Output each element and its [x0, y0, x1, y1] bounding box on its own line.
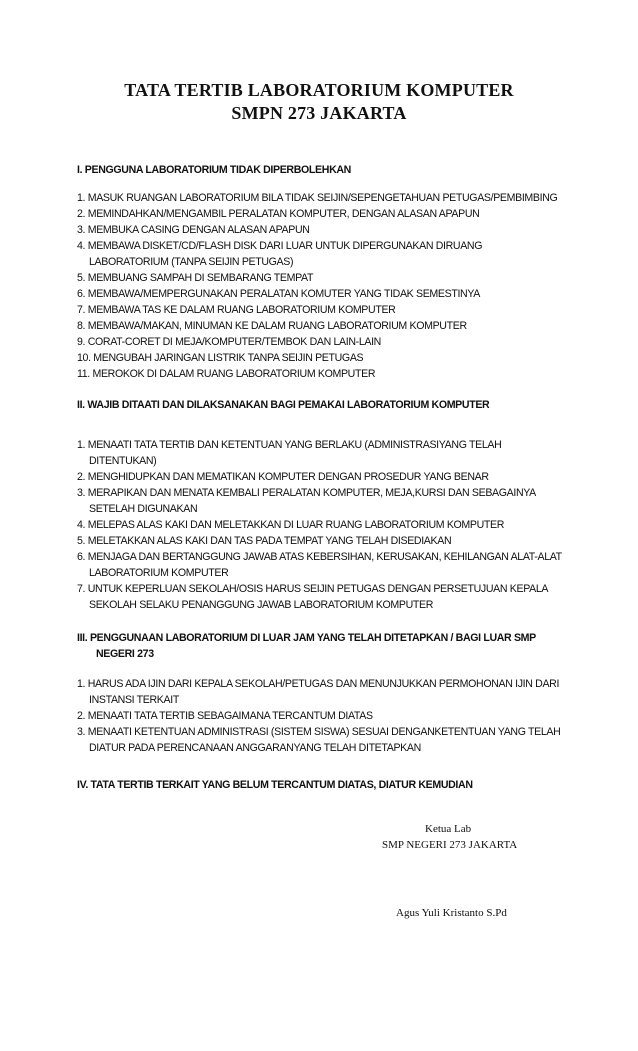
list-item: 6. MENJAGA DAN BERTANGGUNG JAWAB ATAS KEBERSIHAN, KERUSAKAN, KEHILANGAN ALAT-ALAT [77, 551, 562, 563]
list-item: 9. CORAT-CORET DI MEJA/KOMPUTER/TEMBOK DAN LAIN-LAIN [77, 336, 381, 348]
list-item: 7. UNTUK KEPERLUAN SEKOLAH/OSIS HARUS SEIJIN PETUGAS DENGAN PERSETUJUAN KEPALA [77, 583, 549, 595]
signature-role: Ketua Lab [425, 823, 472, 835]
list-item: 1. HARUS ADA IJIN DARI KEPALA SEKOLAH/PETUGAS DAN MENUNJUKKAN PERMOHONAN IJIN DARI [77, 678, 560, 690]
list-item: 3. MERAPIKAN DAN MENATA KEMBALI PERALATAN KOMPUTER, MEJA,KURSI DAN SEBAGAINYA [77, 487, 536, 499]
document-title-line2: SMPN 273 JAKARTA [231, 103, 407, 123]
list-item: 5. MEMBUANG SAMPAH DI SEMBARANG TEMPAT [77, 272, 314, 284]
section2-list [77, 437, 562, 613]
section3-heading-line1: III. PENGGUNAAN LABORATORIUM DI LUAR JAM YANG TELAH DITETAPKAN / BAGI LUAR SMP [77, 632, 536, 644]
list-item: 2. MEMINDAHKAN/MENGAMBIL PERALATAN KOMPUTER, DENGAN ALASAN APAPUN [77, 208, 480, 220]
list-item: 1. MASUK RUANGAN LABORATORIUM BILA TIDAK SEIJIN/SEPENGETAHUAN PETUGAS/PEMBIMBING [77, 192, 558, 204]
document-title-line1: TATA TERTIB LABORATORIUM KOMPUTER [124, 80, 514, 100]
section2-heading: II. WAJIB DITAATI DAN DILAKSANAKAN BAGI PEMAKAI LABORATORIUM KOMPUTER [77, 399, 490, 411]
list-item: 2. MENGHIDUPKAN DAN MEMATIKAN KOMPUTER DENGAN PROSEDUR YANG BENAR [77, 471, 489, 483]
list-item: 7. MEMBAWA TAS KE DALAM RUANG LABORATORIUM KOMPUTER [77, 304, 396, 316]
list-item: 3. MENAATI KETENTUAN ADMINISTRASI (SISTEM SISWA) SESUAI DENGANKETENTUAN YANG TELAH [77, 726, 561, 738]
list-item-continuation: DITENTUKAN) [89, 455, 157, 467]
section1-list [77, 190, 557, 382]
list-item: 11. MEROKOK DI DALAM RUANG LABORATORIUM KOMPUTER [77, 368, 376, 380]
list-item-continuation: INSTANSI TERKAIT [89, 694, 179, 706]
list-item: 2. MENAATI TATA TERTIB SEBAGAIMANA TERCANTUM DIATAS [77, 710, 373, 722]
list-item-continuation: LABORATORIUM KOMPUTER [89, 567, 229, 579]
list-item: 4. MEMBAWA DISKET/CD/FLASH DISK DARI LUAR UNTUK DIPERGUNAKAN DIRUANG [77, 240, 483, 252]
list-item-continuation: DIATUR PADA PERENCANAAN ANGGARANYANG TELAH DITETAPKAN [89, 742, 421, 754]
list-item-continuation: SETELAH DIGUNAKAN [89, 503, 198, 515]
list-item-continuation: SEKOLAH SELAKU PENANGGUNG JAWAB LABORATORIUM KOMPUTER [89, 599, 434, 611]
list-item: 8. MEMBAWA/MAKAN, MINUMAN KE DALAM RUANG LABORATORIUM KOMPUTER [77, 320, 467, 332]
signature-name: Agus Yuli Kristanto S.Pd [396, 907, 507, 919]
list-item: 10. MENGUBAH JARINGAN LISTRIK TANPA SEIJIN PETUGAS [77, 352, 364, 364]
section3-list [77, 676, 560, 756]
list-item: 3. MEMBUKA CASING DENGAN ALASAN APAPUN [77, 224, 310, 236]
list-item: 1. MENAATI TATA TERTIB DAN KETENTUAN YANG BERLAKU (ADMINISTRASIYANG TELAH [77, 439, 502, 451]
signature-school: SMP NEGERI 273 JAKARTA [382, 839, 518, 851]
list-item-continuation: LABORATORIUM (TANPA SEIJIN PETUGAS) [89, 256, 294, 268]
section4-heading: IV. TATA TERTIB TERKAIT YANG BELUM TERCANTUM DIATAS, DIATUR KEMUDIAN [77, 779, 473, 791]
list-item: 4. MELEPAS ALAS KAKI DAN MELETAKKAN DI LUAR RUANG LABORATORIUM KOMPUTER [77, 519, 505, 531]
section1-heading: I. PENGGUNA LABORATORIUM TIDAK DIPERBOLEHKAN [77, 164, 351, 176]
list-item: 5. MELETAKKAN ALAS KAKI DAN TAS PADA TEMPAT YANG TELAH DISEDIAKAN [77, 535, 452, 547]
section3-heading-line2: NEGERI 273 [96, 648, 154, 660]
list-item: 6. MEMBAWA/MEMPERGUNAKAN PERALATAN KOMUTER YANG TIDAK SEMESTINYA [77, 288, 480, 300]
